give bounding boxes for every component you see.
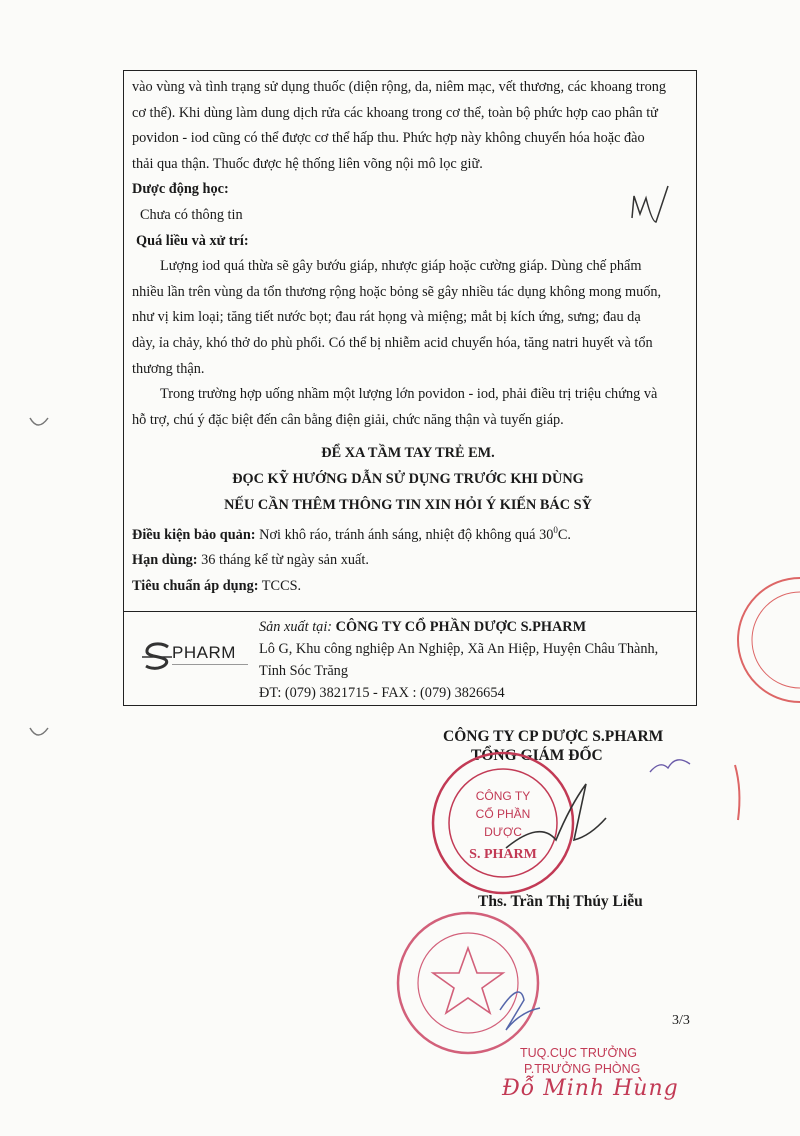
warning-children: ĐỂ XA TẦM TAY TRẺ EM. bbox=[321, 445, 495, 462]
body-line: thải qua thận. Thuốc được hệ thống liên võng nội mô lọc giữ. bbox=[132, 155, 483, 172]
standard-value: TCCS. bbox=[258, 578, 302, 595]
stamp-text: CỔ PHẦN bbox=[475, 807, 531, 821]
signature-company: CÔNG TY CP DƯỢC S.PHARM bbox=[443, 728, 664, 745]
initials-mark bbox=[650, 760, 690, 772]
punch-hole-mark bbox=[30, 418, 48, 425]
body-line: cơ thể). Khi dùng làm dung dịch rửa các khoang trong cơ thể, toàn bộ phức hợp cao phân tử bbox=[132, 104, 658, 121]
company-stamp bbox=[433, 753, 573, 893]
body-line: Trong trường hợp uống nhầm một lượng lớn povidon - iod, phải điều trị triệu chứng và bbox=[160, 386, 658, 403]
approval-line-1: TUQ.CỤC TRƯỞNG bbox=[520, 1046, 637, 1060]
body-line: povidon - iod cũng có thể được cơ thể hấp thu. Phức hợp này không chuyển hóa hoặc đào bbox=[132, 130, 645, 147]
ministry-stamp bbox=[398, 913, 538, 1053]
approval-signature bbox=[500, 992, 540, 1030]
edge-stamp-mark bbox=[735, 765, 739, 820]
warning-ask-doctor: NẾU CẦN THÊM THÔNG TIN XIN HỎI Ý KIẾN BÁC SỸ bbox=[224, 496, 592, 513]
expiry-label: Hạn dùng: bbox=[132, 552, 198, 569]
phone-fax: ĐT: (079) 3821715 - FAX : (079) 3826654 bbox=[259, 685, 505, 701]
edge-stamp bbox=[738, 578, 800, 702]
body-line: hỗ trợ, chú ý đặc biệt đến cân bằng điện giải, chức năng thận và tuyến giáp. bbox=[132, 411, 564, 428]
body-line: dày, ỉa chảy, khó thở do phù phổi. Có thể bị nhiễm acid chuyển hóa, tăng natri huyết và tổn bbox=[132, 334, 653, 351]
address-line-2: Tỉnh Sóc Trăng bbox=[259, 663, 348, 679]
star-emblem bbox=[433, 948, 503, 1013]
initials-signature bbox=[632, 186, 668, 222]
director-name: Ths. Trần Thị Thúy Liễu bbox=[478, 893, 643, 910]
overdose-heading: Quá liều và xử trí: bbox=[136, 232, 249, 249]
stamp-text: DƯỢC bbox=[484, 825, 522, 839]
approval-signer: Đỗ Minh Hùng bbox=[502, 1076, 679, 1101]
storage-value: Nơi khô ráo, tránh ánh sáng, nhiệt độ không quá 30 bbox=[255, 526, 554, 543]
made-at-label: Sản xuất tại: bbox=[259, 619, 333, 635]
approval-line-2: P.TRƯỞNG PHÒNG bbox=[524, 1062, 641, 1076]
standard-label: Tiêu chuẩn áp dụng: bbox=[132, 578, 259, 595]
pharmacokinetics-text: Chưa có thông tin bbox=[140, 206, 243, 223]
address-line-1: Lô G, Khu công nghiệp An Nghiệp, Xã An Hiệp, Huyện Châu Thành, bbox=[259, 641, 659, 657]
storage-sup: 0 bbox=[553, 525, 558, 536]
stamp-text: CÔNG TY bbox=[475, 789, 531, 803]
edge-stamp-inner bbox=[752, 592, 800, 688]
expiry-value: 36 tháng kể từ ngày sản xuất. bbox=[197, 552, 369, 569]
logo-text: PHARM bbox=[172, 643, 236, 662]
signature-title: TỔNG GIÁM ĐỐC bbox=[471, 747, 603, 764]
body-line: như vị kim loại; tăng tiết nước bọt; đau rát họng và miệng; mắt bị kích ứng, sưng; đau dạ bbox=[132, 309, 641, 326]
storage-label: Điều kiện bảo quản: bbox=[132, 526, 256, 543]
body-line: thương thận. bbox=[132, 360, 205, 377]
storage-unit: C. bbox=[557, 526, 571, 543]
body-line: nhiều lần trên vùng da tổn thương rộng hoặc bỏng sẽ gây nhiều tác dụng không mong muốn, bbox=[132, 283, 662, 300]
body-line: Lượng iod quá thừa sẽ gây bướu giáp, nhược giáp hoặc cường giáp. Dùng chế phẩm bbox=[160, 258, 642, 275]
body-line: vào vùng và tình trạng sử dụng thuốc (diện rộng, da, niêm mạc, vết thương, các khoang trong bbox=[132, 79, 667, 95]
punch-hole-mark bbox=[30, 728, 48, 735]
stamp-text: S. PHARM bbox=[469, 847, 537, 862]
page-number: 3/3 bbox=[672, 1013, 690, 1028]
company-name: CÔNG TY CỔ PHẦN DƯỢC S.PHARM bbox=[332, 619, 587, 635]
warning-read-instructions: ĐỌC KỸ HƯỚNG DẪN SỬ DỤNG TRƯỚC KHI DÙNG bbox=[232, 470, 584, 487]
pharmacokinetics-heading: Dược động học: bbox=[132, 181, 229, 198]
